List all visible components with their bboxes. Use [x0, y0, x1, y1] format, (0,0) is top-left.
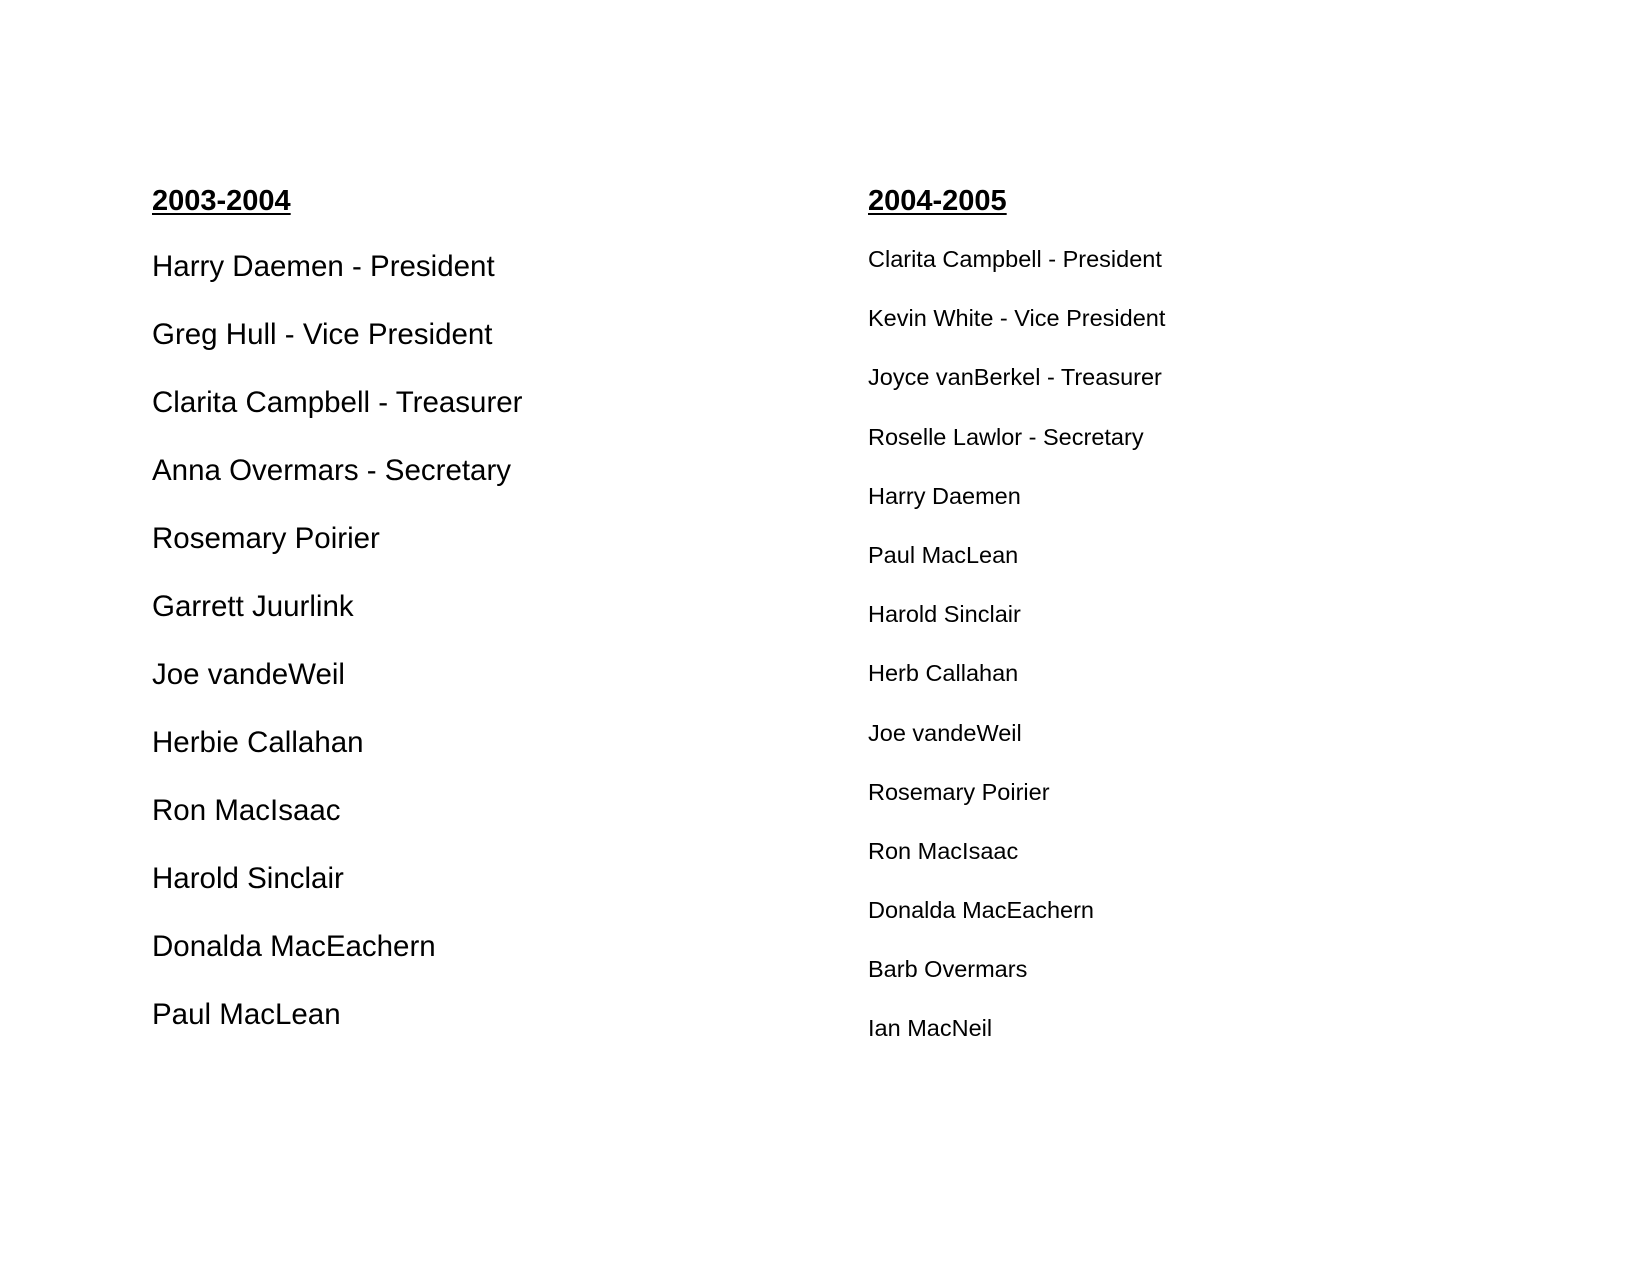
list-item: Garrett Juurlink [152, 590, 354, 623]
list-item: Donalda MacEachern [152, 930, 436, 963]
list-item: Greg Hull - Vice President [152, 318, 493, 351]
list-item: Donalda MacEachern [868, 897, 1094, 924]
column-heading: 2003-2004 [152, 185, 291, 217]
list-item: Harry Daemen [868, 482, 1021, 509]
list-item: Joyce vanBerkel - Treasurer [868, 364, 1162, 391]
list-item: Clarita Campbell - Treasurer [152, 386, 523, 419]
column-heading: 2004-2005 [868, 185, 1007, 217]
list-item: Anna Overmars - Secretary [152, 454, 512, 487]
column-2004-2005 [868, 184, 1468, 1074]
list-item: Harold Sinclair [152, 862, 344, 895]
member-list [152, 250, 712, 1066]
list-item: Harry Daemen - President [152, 250, 495, 283]
member-list [868, 245, 1468, 1074]
list-item: Clarita Campbell - President [868, 246, 1162, 272]
list-item: Roselle Lawlor - Secretary [868, 423, 1144, 450]
list-item: Joe vandeWeil [152, 658, 345, 691]
list-item: Rosemary Poirier [868, 778, 1050, 805]
list-item: Paul MacLean [152, 998, 341, 1031]
list-item: Herb Callahan [868, 660, 1019, 687]
list-item: Joe vandeWeil [868, 719, 1022, 746]
list-item: Ron MacIsaac [868, 837, 1019, 864]
list-item: Ian MacNeil [868, 1015, 993, 1042]
list-item: Rosemary Poirier [152, 522, 380, 555]
list-item: Paul MacLean [868, 541, 1019, 568]
list-item: Herbie Callahan [152, 726, 364, 759]
column-2003-2004 [152, 184, 712, 1066]
list-item: Barb Overmars [868, 956, 1028, 983]
list-item: Harold Sinclair [868, 601, 1021, 628]
list-item: Kevin White - Vice President [868, 305, 1166, 332]
list-item: Ron MacIsaac [152, 794, 341, 827]
